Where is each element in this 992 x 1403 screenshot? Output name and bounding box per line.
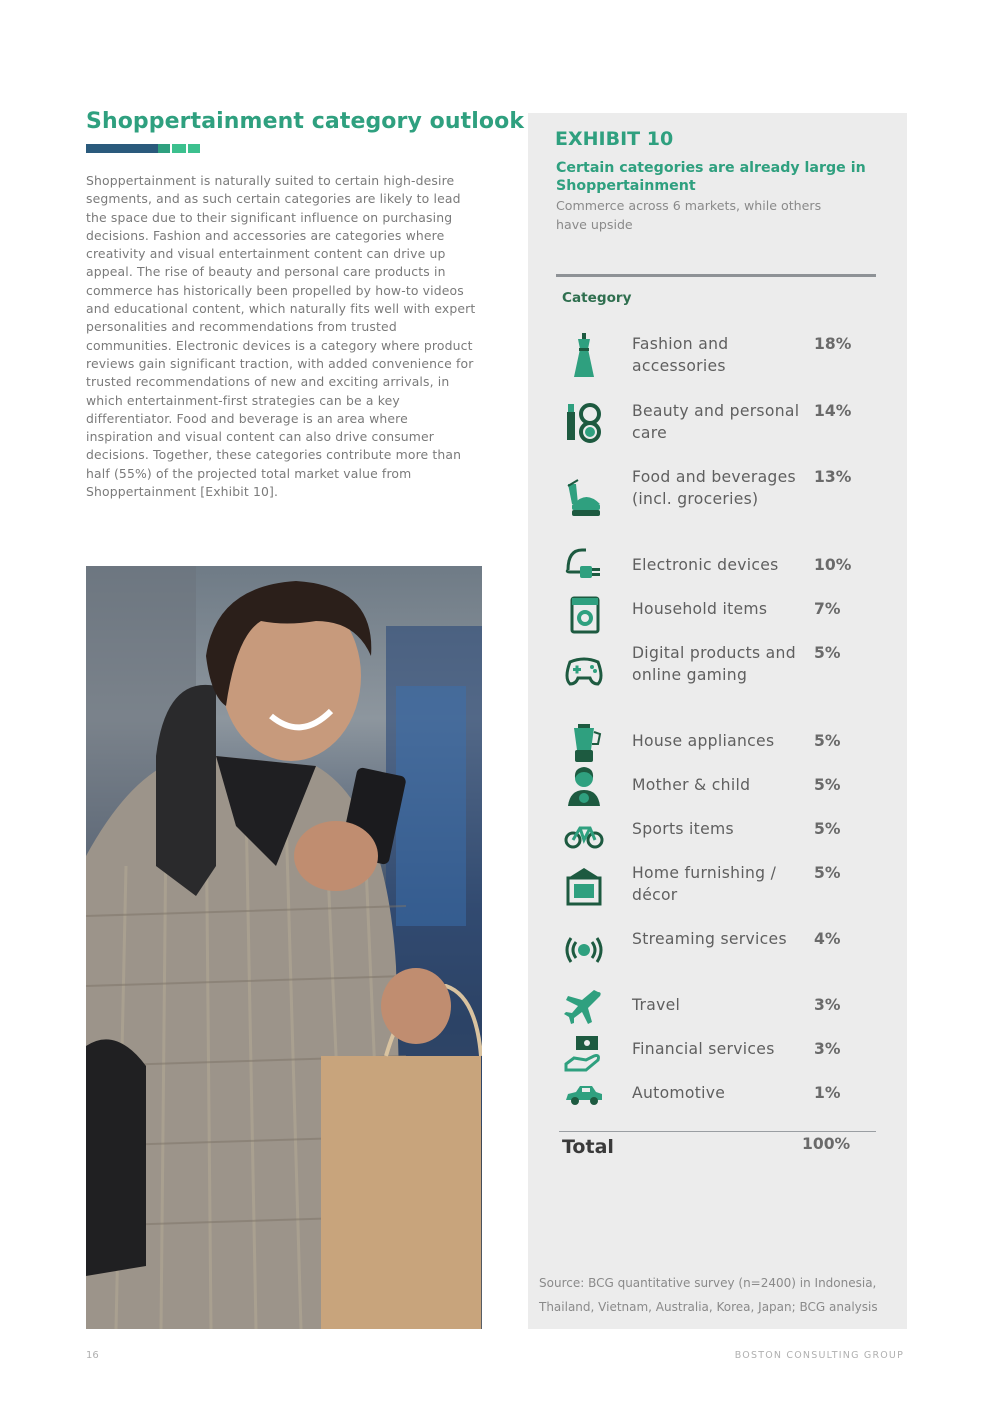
category-value: 3% <box>814 996 841 1014</box>
exhibit-number: EXHIBIT 10 <box>555 128 674 150</box>
category-label: Sports items <box>632 820 734 838</box>
accent-seg-1 <box>86 144 158 153</box>
category-value: 14% <box>814 402 852 420</box>
category-value: 5% <box>814 864 841 882</box>
category-label: Financial services <box>632 1040 775 1058</box>
category-value: 5% <box>814 776 841 794</box>
total-rule <box>559 1131 876 1132</box>
car-icon <box>564 1072 604 1116</box>
category-label: Beauty and personal care <box>632 402 800 442</box>
exhibit-panel <box>528 113 907 1329</box>
dress-icon <box>564 333 604 377</box>
photo-man-with-phone <box>86 566 482 1329</box>
blender-icon <box>564 722 604 766</box>
title-accent-bar <box>86 144 200 153</box>
footer-organization: BOSTON CONSULTING GROUP <box>734 1350 904 1361</box>
category-value: 5% <box>814 732 841 750</box>
gamepad-icon <box>564 648 604 692</box>
category-label: Food and beverages (incl. groceries) <box>632 468 796 508</box>
category-value: 10% <box>814 556 852 574</box>
exhibit-title: Certain categories are already large in Shoppertainment <box>556 160 866 194</box>
section-body: Shoppertainment is naturally suited to certain high-desire segments, and as such certain categories are likely to lead the space due to their significant influence on purchasing decisions. Fashion and accessories are categories where creativity and visual entertainment content can drive up appeal. The rise of beauty and personal care products in commerce has historically been propelled by how-to videos and educational content, which naturally fits well with expert personalities and recommendations from trusted communities. Electronic devices is a category where product reviews gain significant traction, with added convenience for trusted recommendations of new and exciting arrivals, in which entertainment-first strategies can be a key differentiator. Food and beverage is an area where inspiration and visual content can also drive consumer decisions. Together, these categories contribute more than half (55%) of the projected total market value from Shoppertainment [Exhibit 10]. <box>86 173 476 500</box>
table-top-rule <box>556 274 876 277</box>
category-label: Mother & child <box>632 776 751 794</box>
bicycle-icon <box>564 812 604 856</box>
accent-seg-4 <box>188 144 200 153</box>
category-label: House appliances <box>632 732 775 750</box>
category-label: Digital products and online gaming <box>632 644 796 684</box>
category-column-header: Category <box>562 290 632 306</box>
food-icon <box>564 476 604 520</box>
category-value: 7% <box>814 600 841 618</box>
airplane-icon <box>564 986 604 1030</box>
mother-icon <box>564 764 604 808</box>
category-value: 1% <box>814 1084 841 1102</box>
accent-seg-2 <box>158 144 170 153</box>
category-value: 5% <box>814 820 841 838</box>
category-label: Streaming services <box>632 930 787 948</box>
source-note: Source: BCG quantitative survey (n=2400) in Indonesia, Thailand, Vietnam, Australia, Korea, Japan; BCG analysis <box>539 1276 878 1314</box>
category-value: 3% <box>814 1040 841 1058</box>
category-value: 4% <box>814 930 841 948</box>
total-value: 100% <box>802 1135 851 1153</box>
washing-machine-icon <box>564 594 604 638</box>
exhibit-subtitle: Commerce across 6 markets, while others have upside <box>556 198 822 232</box>
plug-icon <box>564 540 604 584</box>
category-value: 13% <box>814 468 852 486</box>
frame-icon <box>564 864 604 908</box>
category-label: Travel <box>632 996 681 1014</box>
broadcast-icon <box>564 928 604 972</box>
page-number: 16 <box>86 1350 99 1361</box>
category-value: 5% <box>814 644 841 662</box>
section-title: Shoppertainment category outlook <box>86 109 525 134</box>
total-label: Total <box>562 1136 614 1158</box>
category-label: Home furnishing / décor <box>632 864 777 904</box>
category-label: Household items <box>632 600 768 618</box>
category-label: Automotive <box>632 1084 726 1102</box>
cosmetics-icon <box>564 400 604 444</box>
category-label: Electronic devices <box>632 556 779 574</box>
category-label: Fashion and accessories <box>632 335 729 375</box>
accent-seg-3 <box>172 144 186 153</box>
category-value: 18% <box>814 335 852 353</box>
money-hand-icon <box>564 1032 604 1076</box>
